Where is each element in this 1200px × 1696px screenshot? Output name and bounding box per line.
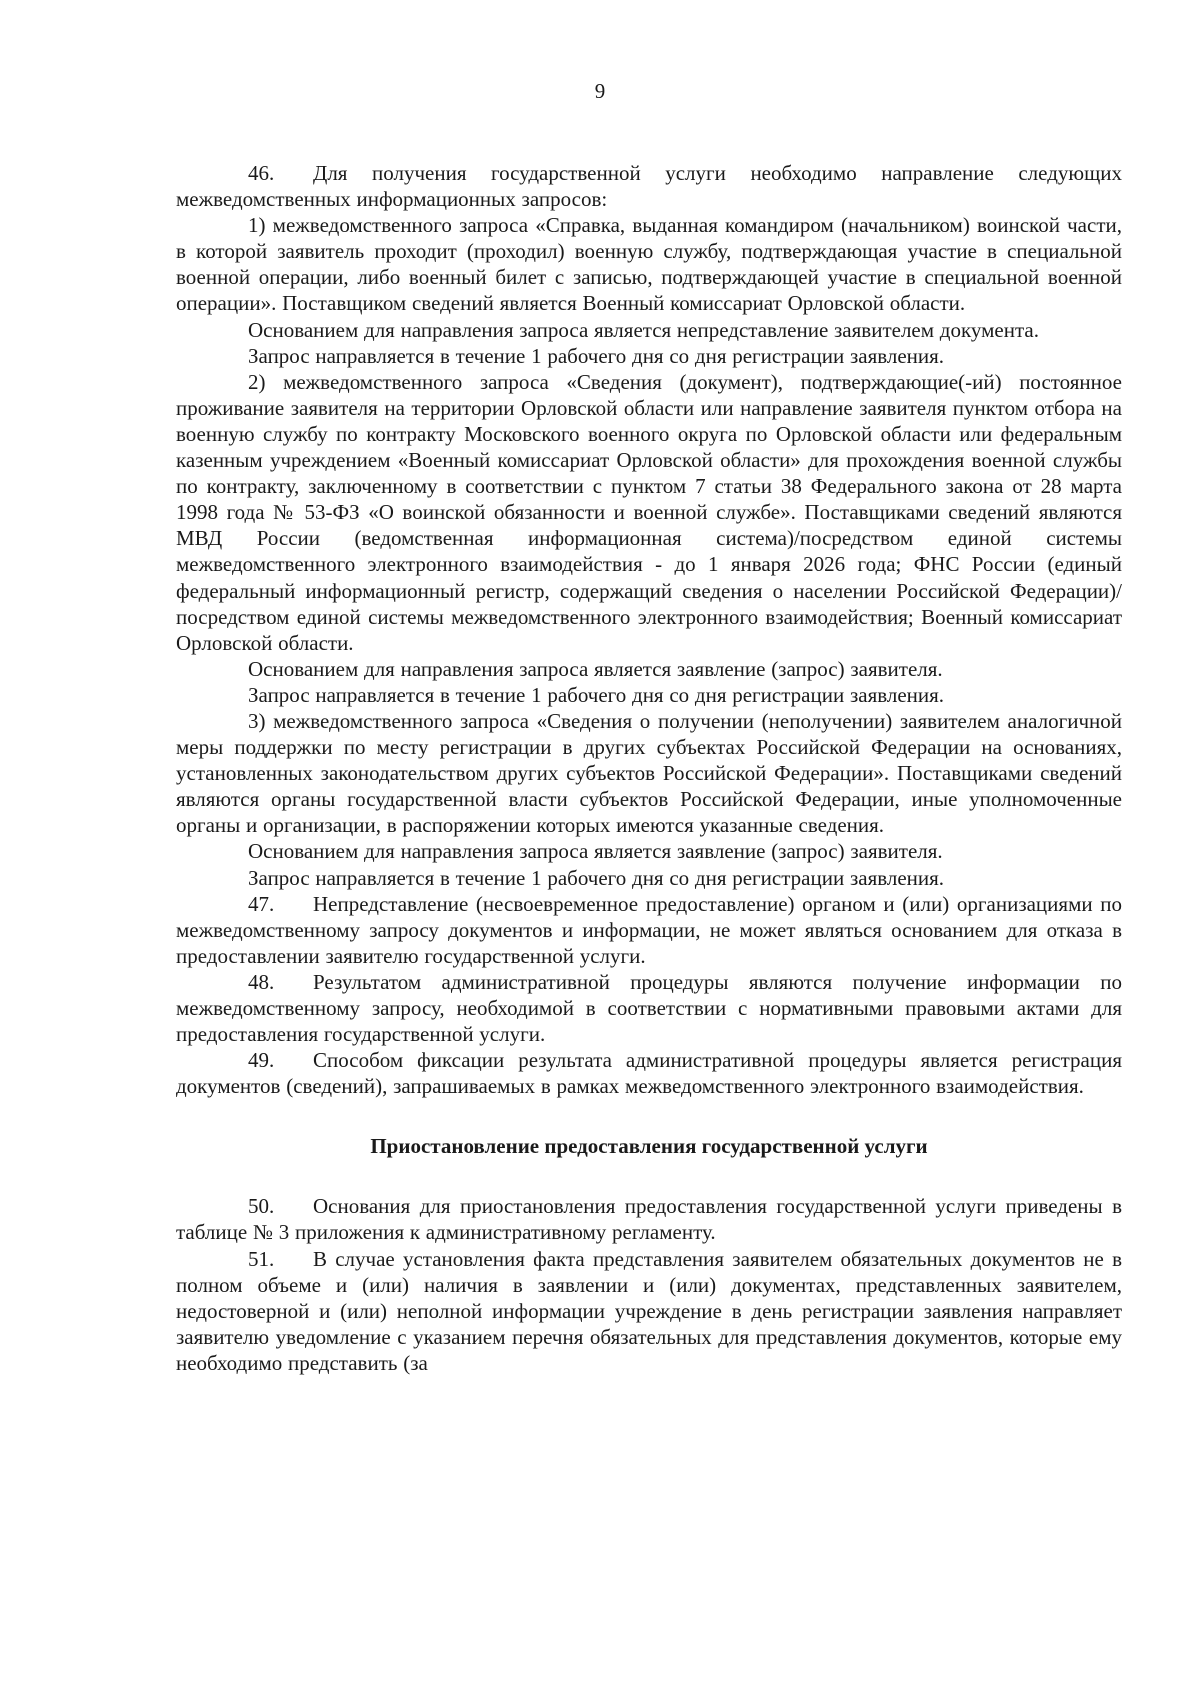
paragraph [176, 1047, 1122, 1099]
paragraph-text: Результатом административной процедуры являются получение информации по межведомственному запросу, необходимой в соответствии с нормативными правовыми актами для предоставления государственной услуги. [176, 969, 1122, 1047]
paragraph-text: Запрос направляется в течение 1 рабочего дня со дня регистрации заявления. [248, 343, 945, 368]
paragraph-text: Запрос направляется в течение 1 рабочего дня со дня регистрации заявления. [248, 865, 945, 890]
paragraph [176, 682, 1122, 708]
paragraph-text: Основания для приостановления предоставления государственной услуги приведены в таблице № 3 приложения к административному регламенту. [176, 1194, 1122, 1245]
section-suspension [176, 1193, 1122, 1376]
paragraph [176, 1193, 1122, 1245]
paragraph [176, 891, 1122, 969]
paragraph-text: Основанием для направления запроса является непредставление заявителем документа. [248, 317, 1039, 342]
paragraph-text: Для получения государственной услуги необходимо направление следующих межведомственных информационных запросов: [176, 161, 1122, 212]
paragraph-text: Основанием для направления запроса является заявление (запрос) заявителя. [248, 839, 943, 864]
paragraph [176, 212, 1122, 316]
paragraph-text: Основанием для направления запроса является заявление (запрос) заявителя. [248, 656, 943, 681]
paragraph [176, 708, 1122, 838]
paragraph-text: В случае установления факта представления заявителем обязательных документов не в полном объеме и (или) наличия в заявлении и (или) документах, представленных заявителем, недостоверной и (или) неполной информации учреждение в день регистрации заявления направляет заявителю уведомление с указанием перечня обязательных для представления документов, которые ему необходимо представить (за [176, 1246, 1122, 1375]
paragraph-text: Непредставление (несвоевременное предоставление) органом и (или) организациями по межведомственному запросу документов и информации, не может являться основанием для отказа в предоставлении заявителю государственной услуги. [176, 891, 1122, 968]
paragraph [176, 656, 1122, 682]
paragraph [176, 969, 1122, 1047]
paragraph [176, 343, 1122, 369]
paragraph-text: 1) межведомственного запроса «Справка, выданная командиром (начальником) воинской части, в которой заявитель проходит (проходил) военную службу, подтверждающая участие в специальной военной операции, либо военный билет с записью, подтверждающей участие в специальной военной операции». Поставщиком сведений является Военный комиссариат Орловской области. [176, 213, 1122, 316]
paragraph-number: 47. [248, 891, 275, 916]
paragraph [176, 160, 1122, 212]
paragraph [176, 369, 1122, 656]
paragraph [176, 1246, 1122, 1376]
paragraph-text: Запрос направляется в течение 1 рабочего дня со дня регистрации заявления. [248, 682, 945, 707]
paragraph-number: 51. [248, 1246, 275, 1271]
paragraph [176, 838, 1122, 864]
paragraph-text: Способом фиксации результата административной процедуры является регистрация документов (сведений), запрашиваемых в рамках межведомственного электронного взаимодействия. [176, 1048, 1122, 1099]
paragraph-text: 2) межведомственного запроса «Сведения (документ), подтверждающие(-ий) постоянное проживание заявителя на территории Орловской области или направление заявителя пунктом отбора на военную службу по контракту Московского военного округа по Орловской области или федеральным казенным учреждением «Военный комиссариат Орловской области» для прохождения военной службы по контракту, заключенному в соответствии с пунктом 7 статьи 38 Федерального закона от 28 марта 1998 года № 53-ФЗ «О воинской обязанности и военной службе». Поставщиками сведений являются МВД России (ведомственная информационная система)/посредством единой системы межведомственного электронного взаимодействия - до 1 января 2026 года; ФНС России (единый федеральный информационный регистр, содержащий сведения о населении Российской Федерации)/посредством единой системы межведомственного электронного взаимодействия; Военный комиссариат Орловской области. [176, 369, 1122, 655]
paragraph-number: 49. [248, 1048, 275, 1073]
page-number: 9 [594, 79, 606, 103]
paragraph-text: 3) межведомственного запроса «Сведения о получении (неполучении) заявителем аналогичной меры поддержки по месту регистрации в других субъектах Российской Федерации на основаниях, установленных законодательством других субъектов Российской Федерации». Поставщиками сведений являются органы государственной власти субъектов Российской Федерации, иные уполномоченные органы и организации, в распоряжении которых имеются указанные сведения. [176, 708, 1122, 838]
paragraph-number: 50. [248, 1194, 275, 1219]
paragraph [176, 317, 1122, 343]
section-interagency-requests [176, 160, 1122, 1099]
document-body [176, 160, 1122, 1376]
paragraph [176, 865, 1122, 891]
paragraph-number: 46. [248, 161, 275, 185]
section-heading: Приостановление предоставления государственной услуги [370, 1134, 928, 1159]
paragraph-number: 48. [248, 969, 275, 994]
